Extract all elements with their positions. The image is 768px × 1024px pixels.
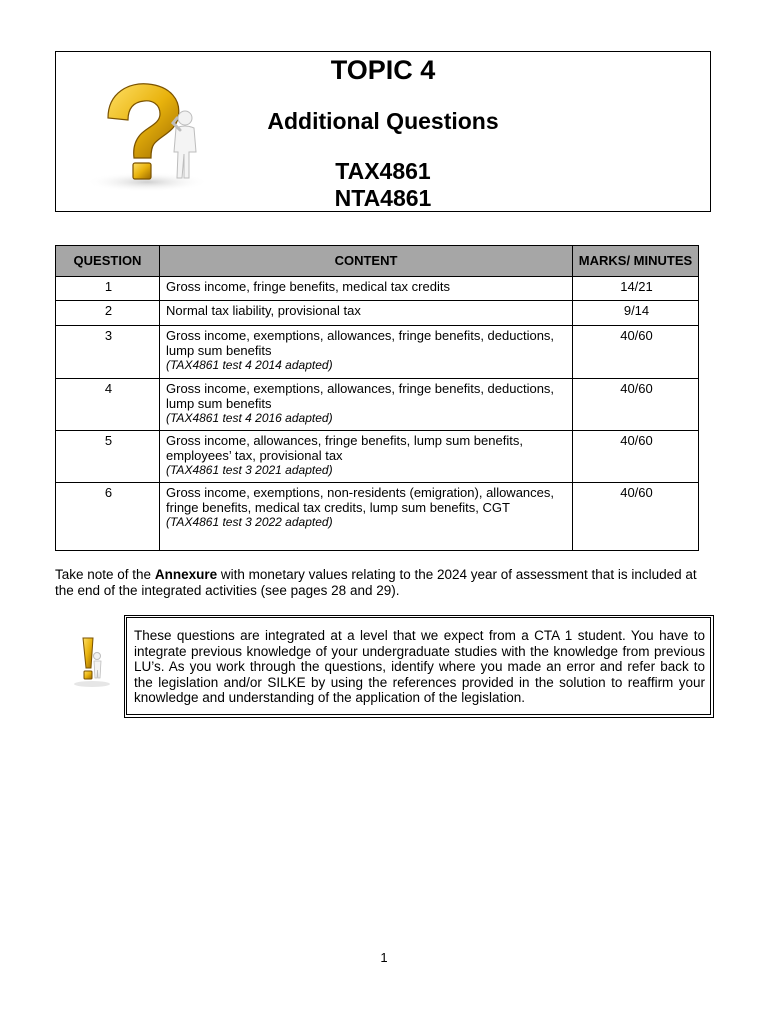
question-number: 5 xyxy=(56,431,160,483)
note-text: Take note of the xyxy=(55,567,155,582)
content-text: Gross income, exemptions, allowances, fringe benefits, deductions, lump sum benefits xyxy=(166,381,555,411)
module-code: TAX4861 xyxy=(335,158,431,184)
marks-minutes: 40/60 xyxy=(573,379,699,431)
column-header: MARKS/ MINUTES xyxy=(573,246,699,277)
marks-minutes: 14/21 xyxy=(573,277,699,301)
question-number: 6 xyxy=(56,483,160,551)
header-box xyxy=(55,51,711,212)
question-content xyxy=(160,326,573,379)
content-text: Gross income, exemptions, non-residents (emigration), allowances, fringe benefits, medical tax credits, lump sum benefits, CGT xyxy=(166,485,555,515)
table-row xyxy=(56,379,699,431)
table-row xyxy=(56,277,699,301)
page-title: TOPIC 4 xyxy=(330,55,436,85)
content-text: Gross income, fringe benefits, medical tax credits xyxy=(166,279,450,294)
question-number: 2 xyxy=(56,301,160,326)
column-header: CONTENT xyxy=(160,246,573,277)
content-source: (TAX4861 test 4 2016 adapted) xyxy=(166,411,333,425)
module-code: NTA4861 xyxy=(334,185,432,211)
table-row xyxy=(56,483,699,551)
table-row xyxy=(56,301,699,326)
content-text: Normal tax liability, provisional tax xyxy=(166,303,361,318)
marks-minutes: 9/14 xyxy=(573,301,699,326)
question-number: 3 xyxy=(56,326,160,379)
question-content xyxy=(160,379,573,431)
page-number: 1 xyxy=(380,950,388,965)
annexure-note xyxy=(55,567,715,599)
marks-minutes: 40/60 xyxy=(573,431,699,483)
marks-minutes: 40/60 xyxy=(573,483,699,551)
question-content xyxy=(160,301,573,326)
question-number: 1 xyxy=(56,277,160,301)
table-header-row xyxy=(56,246,699,277)
page-subtitle: Additional Questions xyxy=(267,108,499,134)
question-number: 4 xyxy=(56,379,160,431)
marks-minutes: 40/60 xyxy=(573,326,699,379)
content-text: Gross income, exemptions, allowances, fringe benefits, deductions, lump sum benefits xyxy=(166,328,555,358)
info-text: These questions are integrated at a level that we expect from a CTA 1 student. You have to integrate previous knowledge of your undergraduate studies with the knowledge from previous LU’s. As you work through the questions, identify where you made an error and refer back to the legislation and/or SILKE by using the references provided in the solution to reaffirm your knowledge and understanding of the application of the legislation. xyxy=(134,628,705,705)
note-text: with monetary values relating to the 2024 year of assessment that is included at the end of the integrated activities (see pages 28 and 29). xyxy=(55,567,697,598)
content-source: (TAX4861 test 4 2014 adapted) xyxy=(166,358,333,372)
question-content xyxy=(160,431,573,483)
content-source: (TAX4861 test 3 2021 adapted) xyxy=(166,463,333,477)
column-header: QUESTION xyxy=(56,246,160,277)
questions-table xyxy=(55,245,699,551)
content-source: (TAX4861 test 3 2022 adapted) xyxy=(166,515,333,529)
info-box xyxy=(124,615,714,718)
note-emphasis: Annexure xyxy=(154,567,218,582)
table-row xyxy=(56,326,699,379)
question-content xyxy=(160,483,573,551)
content-text: Gross income, allowances, fringe benefits, lump sum benefits, employees’ tax, provisional tax xyxy=(166,433,523,463)
exclamation-mark-icon xyxy=(72,634,112,689)
table-row xyxy=(56,431,699,483)
question-content xyxy=(160,277,573,301)
